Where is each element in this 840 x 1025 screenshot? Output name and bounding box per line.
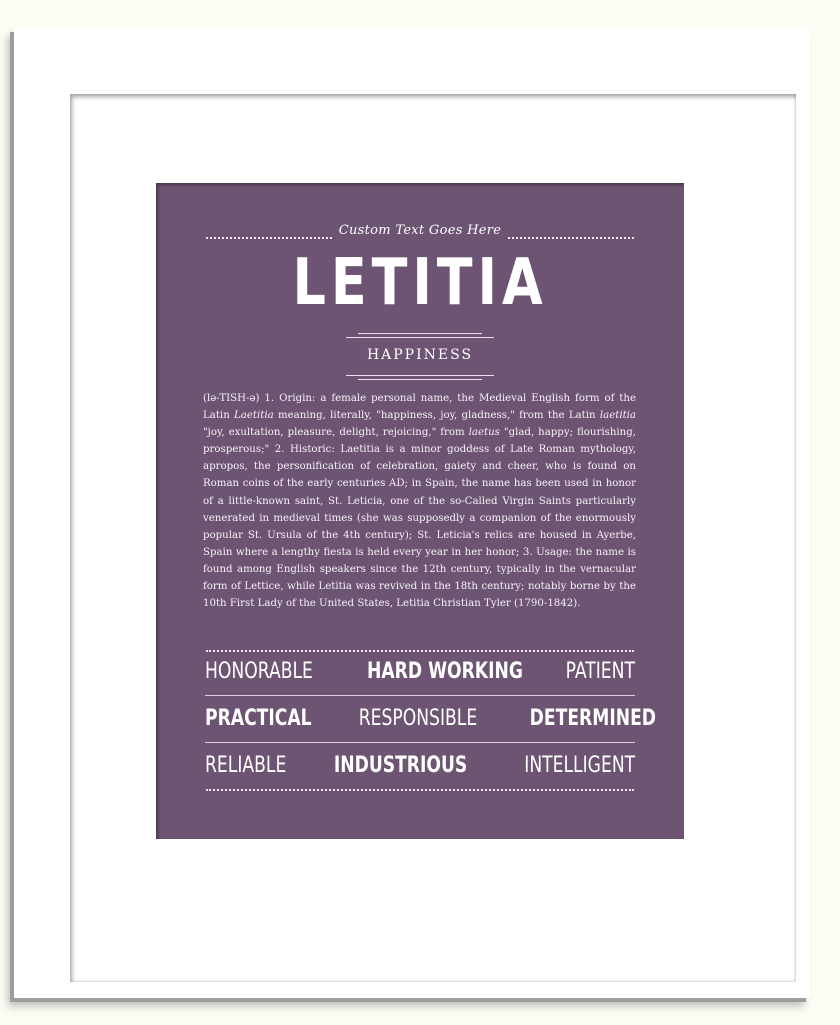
definition-text: "joy, exultation, pleasure, delight, rejoicing," from [203,427,469,439]
definition-italic: laetus [468,427,500,439]
trait: PATIENT [565,659,635,684]
lower-rule-1 [346,375,494,376]
definition-text: 1. Origin: a female personal name, the Medieval English form of the Latin [203,393,636,422]
trait: PRACTICAL [205,706,312,731]
traits-row-3 [205,755,635,777]
pronunciation: (lə-TISH-ə) [203,393,260,404]
upper-rule-1 [358,333,482,334]
definition-text: meaning, literally, "happiness, joy, gladness," from the Latin [273,410,600,422]
traits-divider-1 [205,695,635,696]
trait: RESPONSIBLE [358,706,477,731]
definition-italic: Laetitia [234,410,274,422]
lower-rule-2 [358,379,482,380]
definition-italic: laetitia [599,410,636,422]
traits-divider-2 [205,742,635,743]
traits-row-2 [205,706,656,731]
trait: INDUSTRIOUS [334,753,468,778]
name-meaning: HAPPINESS [366,347,474,363]
definition-text: "glad, happy; flourishing, prosperous;" 2. Historic: Laetitia is a minor goddess of Late Roman mythology, apropos, the personification of celebration, gaiety and cheer, who is found on Roman coins of the early centuries AD; in Spain, the name has been used in honor of a little-known saint, St. Leticia, one of the so-Called Virgin Saints particularly venerated in medieval times (she was supposedly a companion of the enormously popular St. Ursula of the 4th century); St. Leticia's relics are housed in Ayerbe, Spain where a lengthy fiesta is held every year in her honor; 3. Usage: the name is found among English speakers since the 12th century, typically in the vernacular form of Lettice, while Letitia was revived in the 18th century; notably borne by the 10th First Lady of the United States, Letitia Christian Tyler (1790-1842). [203,427,636,610]
name-definition [203,390,636,612]
trait: DETERMINED [529,706,656,731]
custom-text: Custom Text Goes Here [338,223,502,238]
traits-row-1 [205,661,635,683]
trait: RELIABLE [205,753,287,778]
trait: HARD WORKING [366,659,523,684]
upper-rule-2 [346,337,494,338]
traits-top-dotted-rule [206,650,634,652]
trait: INTELLIGENT [524,753,635,778]
poster-name: LETITIA [292,246,548,320]
trait: HONORABLE [205,659,313,684]
traits-bottom-dotted-rule [206,789,634,791]
name-poster [156,183,684,839]
